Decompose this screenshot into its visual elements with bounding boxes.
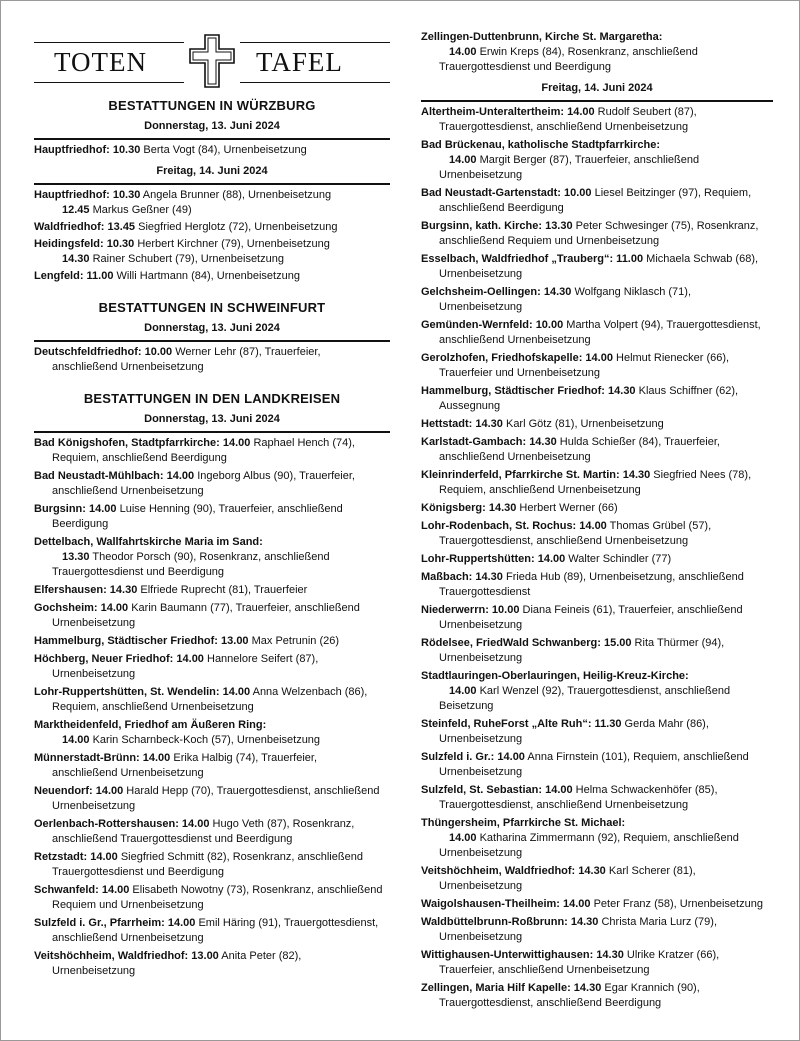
list-item-continuation: anschließend Requiem und Urnenbeisetzung bbox=[439, 235, 660, 247]
list-item: Steinfeld, RuheForst „Alte Ruh“: 11.30 Gerda Mahr (86), Urnenbeisetzung bbox=[421, 717, 773, 747]
list-item-continuation: Requiem und Urnenbeisetzung bbox=[52, 899, 204, 911]
date-heading: Donnerstag, 13. Juni 2024 bbox=[144, 120, 280, 132]
list-item-continuation: Urnenbeisetzung bbox=[439, 619, 523, 631]
list-item-continuation: anschließend Urnenbeisetzung bbox=[52, 485, 204, 497]
list-item: Niederwerrn: 10.00 Diana Feineis (61), Trauerfeier, anschließend Urnenbeisetzung bbox=[421, 603, 773, 633]
list-item-continuation: anschließend Urnenbeisetzung bbox=[52, 767, 204, 779]
list-item: Karlstadt-Gambach: 14.30 Hulda Schießer (84), Trauerfeier, anschließend Urnenbeisetzung bbox=[421, 435, 773, 465]
list-item-continuation: Urnenbeisetzung bbox=[52, 617, 136, 629]
list-item: Schwanfeld: 14.00 Elisabeth Nowotny (73), Rosenkranz, anschließend Requiem und Urnenbeisetzung bbox=[34, 883, 390, 913]
list-subitem: 14.00 Karin Scharnbeck-Koch (57), Urnenbeisetzung bbox=[62, 734, 321, 746]
list-item: Münnerstadt-Brünn: 14.00 Erika Halbig (74), Trauerfeier, anschließend Urnenbeisetzung bbox=[34, 751, 390, 781]
masthead-title-left: TOTEN bbox=[54, 47, 147, 77]
list-item-continuation: Beisetzung bbox=[439, 700, 494, 712]
list-item: Lohr-Rodenbach, St. Rochus: 14.00 Thomas Grübel (57), Trauergottesdienst, anschließend Urnenbeisetzung bbox=[421, 519, 773, 549]
list-item: Gerolzhofen, Friedhofskapelle: 14.00 Helmut Rienecker (66), Trauerfeier und Urnenbeisetzung bbox=[421, 351, 773, 381]
date-heading: Donnerstag, 13. Juni 2024 bbox=[144, 322, 280, 334]
list-item: Königsberg: 14.30 Herbert Werner (66) bbox=[421, 502, 618, 514]
list-item: Heidingsfeld: 10.30 Herbert Kirchner (79), Urnenbeisetzung bbox=[34, 238, 330, 250]
right-list bbox=[421, 105, 773, 1011]
list-item: Veitshöchheim, Waldfriedhof: 13.00 Anita Peter (82), Urnenbeisetzung bbox=[34, 949, 390, 979]
list-item-continuation: Urnenbeisetzung bbox=[439, 847, 523, 859]
list-item-continuation: anschließend Beerdigung bbox=[439, 202, 564, 214]
landkreise-list bbox=[34, 436, 390, 979]
list-item-continuation: Urnenbeisetzung bbox=[439, 301, 523, 313]
list-item-continuation: Urnenbeisetzung bbox=[439, 268, 523, 280]
list-item-continuation: Trauergottesdienst und Beerdigung bbox=[52, 866, 225, 878]
list-item: Bad Brückenau, katholische Stadtpfarrkirche: 14.00 Margit Berger (87), Trauerfeier, anschließend Urnenbeisetzung bbox=[421, 138, 773, 183]
list-item-continuation: Trauerfeier, anschließend Urnenbeisetzung bbox=[439, 964, 650, 976]
list-item: Sulzfeld, St. Sebastian: 14.00 Helma Schwackenhöfer (85), Trauergottesdienst, anschließend Urnenbeisetzung bbox=[421, 783, 773, 813]
list-item: Gochsheim: 14.00 Karin Baumann (77), Trauerfeier, anschließend Urnenbeisetzung bbox=[34, 601, 390, 631]
list-subitem: 12.45 Markus Geßner (49) bbox=[62, 204, 192, 216]
list-item-continuation: Requiem, anschließend Urnenbeisetzung bbox=[52, 701, 254, 713]
list-item: Hettstadt: 14.30 Karl Götz (81), Urnenbeisetzung bbox=[421, 418, 664, 430]
list-item: Bad Neustadt-Mühlbach: 14.00 Ingeborg Albus (90), Trauerfeier, anschließend Urnenbeisetzung bbox=[34, 469, 390, 499]
list-item-continuation: Trauergottesdienst und Beerdigung bbox=[439, 61, 612, 73]
list-item: Sulzfeld i. Gr.: 14.00 Anna Firnstein (101), Requiem, anschließend Urnenbeisetzung bbox=[421, 750, 773, 780]
list-item: Burgsinn, kath. Kirche: 13.30 Peter Schwesinger (75), Rosenkranz, anschließend Requiem und Urnenbeisetzung bbox=[421, 219, 773, 249]
list-item: Maßbach: 14.30 Frieda Hub (89), Urnenbeisetzung, anschließend Trauergottesdienst bbox=[421, 570, 773, 600]
list-item: Lengfeld: 11.00 Willi Hartmann (84), Urnenbeisetzung bbox=[34, 270, 300, 282]
list-item: Sulzfeld i. Gr., Pfarrheim: 14.00 Emil Häring (91), Trauergottesdienst, anschließend Urnenbeisetzung bbox=[34, 916, 390, 946]
list-item: Elfershausen: 14.30 Elfriede Ruprecht (81), Trauerfeier bbox=[34, 584, 308, 596]
list-item-continuation: Urnenbeisetzung bbox=[52, 800, 136, 812]
list-item: Gemünden-Wernfeld: 10.00 Martha Volpert (94), Trauergottesdienst, anschließend Urnenbeisetzung bbox=[421, 318, 773, 348]
list-item: Hammelburg, Städtischer Friedhof: 14.30 Klaus Schiffner (62), Aussegnung bbox=[421, 384, 773, 414]
list-item: Waldbüttelbrunn-Roßbrunn: 14.30 Christa Maria Lurz (79), Urnenbeisetzung bbox=[421, 915, 773, 945]
list-item: Thüngersheim, Pfarrkirche St. Michael: 14.00 Katharina Zimmermann (92), Requiem, anschließend Urnenbeisetzung bbox=[421, 816, 773, 861]
cross-icon bbox=[184, 31, 240, 91]
list-item-continuation: Beerdigung bbox=[52, 518, 109, 530]
date-heading: Freitag, 14. Juni 2024 bbox=[541, 82, 653, 94]
list-item-continuation: Trauergottesdienst, anschließend Urnenbeisetzung bbox=[439, 121, 689, 133]
list-item: Höchberg, Neuer Friedhof: 14.00 Hannelore Seifert (87), Urnenbeisetzung bbox=[34, 652, 390, 682]
right-top-list bbox=[421, 30, 773, 75]
list-subitem: 14.00 Karl Wenzel (92), Trauergottesdienst, anschließend bbox=[449, 685, 731, 697]
list-item: Esselbach, Waldfriedhof „Trauberg“: 11.00 Michaela Schwab (68), Urnenbeisetzung bbox=[421, 252, 773, 282]
list-item-continuation: anschließend Urnenbeisetzung bbox=[52, 361, 204, 373]
list-item: Deutschfeldfriedhof: 10.00 Werner Lehr (87), Trauerfeier, bbox=[34, 346, 321, 358]
list-item: Rödelsee, FriedWald Schwanberg: 15.00 Rita Thürmer (94), Urnenbeisetzung bbox=[421, 636, 773, 666]
list-item: Zellingen, Maria Hilf Kapelle: 14.30 Egar Krannich (90), Trauergottesdienst, anschließend Beerdigung bbox=[421, 981, 773, 1011]
list-item-continuation: Urnenbeisetzung bbox=[439, 652, 523, 664]
list-item-continuation: Trauergottesdienst bbox=[439, 586, 531, 598]
list-item: Veitshöchheim, Waldfriedhof: 14.30 Karl Scherer (81), Urnenbeisetzung bbox=[421, 864, 773, 894]
list-item: Retzstadt: 14.00 Siegfried Schmitt (82), Rosenkranz, anschließend Trauergottesdienst und Beerdigung bbox=[34, 850, 390, 880]
list-item: Bad Königshofen, Stadtpfarrkirche: 14.00 Raphael Hench (74), Requiem, anschließend Beerdigung bbox=[34, 436, 390, 466]
list-item: Gelchsheim-Oellingen: 14.30 Wolfgang Niklasch (71), Urnenbeisetzung bbox=[421, 285, 773, 315]
list-item-continuation: Trauerfeier und Urnenbeisetzung bbox=[439, 367, 601, 379]
list-subitem: 14.00 Katharina Zimmermann (92), Requiem, anschließend bbox=[449, 832, 739, 844]
list-item: Marktheidenfeld, Friedhof am Äußeren Ring: 14.00 Karin Scharnbeck-Koch (57), Urnenbeisetzung bbox=[34, 718, 390, 748]
list-item: Waldfriedhof: 13.45 Siegfried Herglotz (72), Urnenbeisetzung bbox=[34, 221, 338, 233]
list-item: Kleinrinderfeld, Pfarrkirche St. Martin: 14.30 Siegfried Nees (78), Requiem, anschließend Urnenbeisetzung bbox=[421, 468, 773, 498]
list-item: Hammelburg, Städtischer Friedhof: 13.00 Max Petrunin (26) bbox=[34, 635, 340, 647]
list-item-continuation: Urnenbeisetzung bbox=[439, 169, 523, 181]
section-title-landkreise: BESTATTUNGEN IN DEN LANDKREISEN bbox=[83, 391, 341, 406]
list-item: Wittighausen-Unterwittighausen: 14.30 Ulrike Kratzer (66), Trauerfeier, anschließend Urnenbeisetzung bbox=[421, 948, 773, 978]
masthead-title-right: TAFEL bbox=[256, 47, 343, 77]
list-item-continuation: Requiem, anschließend Beerdigung bbox=[52, 452, 227, 464]
list-item: Waigolshausen-Theilheim: 14.00 Peter Franz (58), Urnenbeisetzung bbox=[421, 898, 763, 910]
list-item-continuation: anschließend Urnenbeisetzung bbox=[439, 451, 591, 463]
list-item-continuation: Urnenbeisetzung bbox=[439, 733, 523, 745]
list-subitem: 14.30 Rainer Schubert (79), Urnenbeisetzung bbox=[62, 253, 284, 265]
list-item: Hauptfriedhof: 10.30 Berta Vogt (84), Urnenbeisetzung bbox=[34, 144, 307, 156]
list-item: Zellingen-Duttenbrunn, Kirche St. Margaretha: 14.00 Erwin Kreps (84), Rosenkranz, anschließend Trauergottesdienst und Beerdigung bbox=[421, 30, 773, 75]
section-title-wuerzburg: BESTATTUNGEN IN WÜRZBURG bbox=[108, 98, 316, 113]
date-heading: Freitag, 14. Juni 2024 bbox=[156, 165, 268, 177]
date-heading: Donnerstag, 13. Juni 2024 bbox=[144, 413, 280, 425]
list-item: Oerlenbach-Rottershausen: 14.00 Hugo Veth (87), Rosenkranz, anschließend Trauergottesdienst und Beerdigung bbox=[34, 817, 390, 847]
list-item: Lohr-Ruppertshütten: 14.00 Walter Schindler (77) bbox=[421, 553, 672, 565]
section-title-schweinfurt: BESTATTUNGEN IN SCHWEINFURT bbox=[98, 300, 326, 315]
list-item-continuation: anschließend Urnenbeisetzung bbox=[52, 932, 204, 944]
list-item-continuation: Urnenbeisetzung bbox=[439, 880, 523, 892]
list-item-continuation: Urnenbeisetzung bbox=[439, 766, 523, 778]
list-subitem: 14.00 Margit Berger (87), Trauerfeier, anschließend bbox=[449, 154, 700, 166]
list-item-continuation: Trauergottesdienst und Beerdigung bbox=[52, 566, 225, 578]
list-item: Stadtlauringen-Oberlauringen, Heilig-Kreuz-Kirche: 14.00 Karl Wenzel (92), Trauergottesdienst, anschließend Beisetzung bbox=[421, 669, 773, 714]
list-item-continuation: anschließend Urnenbeisetzung bbox=[439, 334, 591, 346]
right-column bbox=[421, 30, 773, 1014]
list-item: Hauptfriedhof: 10.30 Angela Brunner (88), Urnenbeisetzung bbox=[34, 189, 332, 201]
list-item: Dettelbach, Wallfahrtskirche Maria im Sand: 13.30 Theodor Porsch (90), Rosenkranz, anschließend Trauergottesdienst und Beerdigung bbox=[34, 535, 390, 580]
list-item: Altertheim-Unteraltertheim: 14.00 Rudolf Seubert (87), Trauergottesdienst, anschließend Urnenbeisetzung bbox=[421, 105, 773, 135]
list-subitem: 14.00 Erwin Kreps (84), Rosenkranz, anschließend bbox=[449, 46, 698, 58]
list-item-continuation: Urnenbeisetzung bbox=[52, 668, 136, 680]
list-item-continuation: Aussegnung bbox=[439, 400, 501, 412]
left-column bbox=[34, 0, 390, 982]
list-item: Burgsinn: 14.00 Luise Henning (90), Trauerfeier, anschließend Beerdigung bbox=[34, 502, 390, 532]
list-item-continuation: Urnenbeisetzung bbox=[52, 965, 136, 977]
list-item-continuation: anschließend Trauergottesdienst und Beerdigung bbox=[52, 833, 293, 845]
list-item-continuation: Trauergottesdienst, anschließend Urnenbeisetzung bbox=[439, 535, 689, 547]
list-item-continuation: Urnenbeisetzung bbox=[439, 931, 523, 943]
list-item-continuation: Requiem, anschließend Urnenbeisetzung bbox=[439, 484, 641, 496]
list-subitem: 13.30 Theodor Porsch (90), Rosenkranz, anschließend bbox=[62, 551, 330, 563]
list-item-continuation: Trauergottesdienst, anschließend Beerdigung bbox=[439, 997, 662, 1009]
list-item: Neuendorf: 14.00 Harald Hepp (70), Trauergottesdienst, anschließend Urnenbeisetzung bbox=[34, 784, 390, 814]
list-item: Lohr-Ruppertshütten, St. Wendelin: 14.00 Anna Welzenbach (86), Requiem, anschließend Urnenbeisetzung bbox=[34, 685, 390, 715]
list-item: Bad Neustadt-Gartenstadt: 10.00 Liesel Beitzinger (97), Requiem, anschließend Beerdigung bbox=[421, 186, 773, 216]
masthead bbox=[34, 0, 390, 92]
list-item-continuation: Trauergottesdienst, anschließend Urnenbeisetzung bbox=[439, 799, 689, 811]
